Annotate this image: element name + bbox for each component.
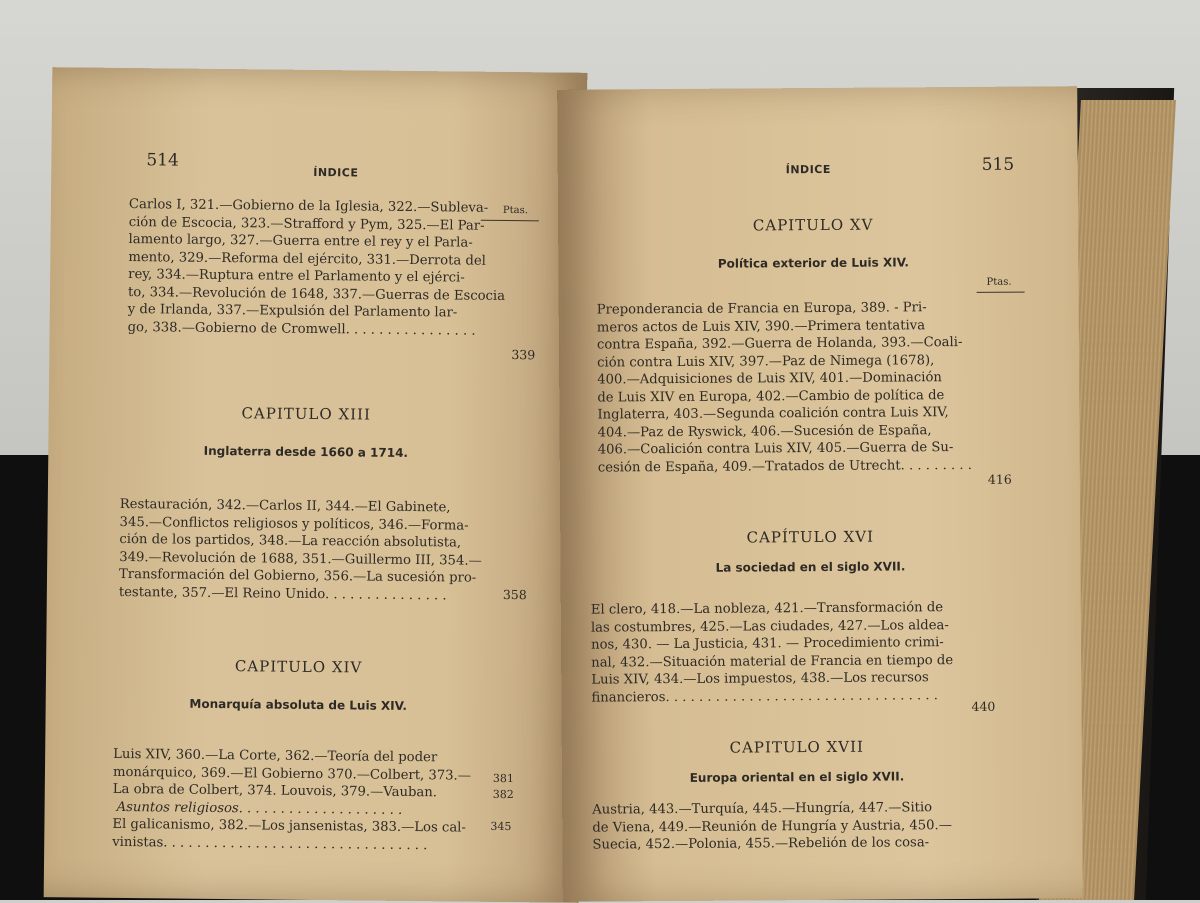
text-line: cesión de España, 409.—Tratados de Utrecht. . . . . . . . . [597, 457, 972, 476]
right-page-number: 515 [981, 154, 1015, 175]
chapter-heading: CAPITULO XVII [729, 737, 865, 757]
text-line: Austria, 443.—Turquía, 445.—Hungría, 447.—Sitio [592, 800, 933, 818]
text-line: El galicanismo, 382.—Los jansenistas, 383.—Los cal- [112, 816, 466, 836]
chapter14-paragraph [112, 746, 483, 855]
chapter-heading: CAPITULO XV [752, 215, 874, 235]
text-line: de Viena, 449.—Reunión de Hungría y Austria, 450.— [592, 817, 952, 836]
text-line: monárquico, 369.—El Gobierno 370.—Colbert, 373.— [112, 764, 472, 784]
text-line: go, 338.—Gobierno de Cromwell. . . . . . . . . . . . . . . . [127, 319, 476, 339]
page-reference: 416 [987, 471, 1012, 487]
page-reference: 382 [492, 787, 514, 802]
text-line: nal, 432.—Situación material de Francia en tiempo de [591, 652, 954, 671]
text-line: testante, 357.—El Reino Unido. . . . . . . . . . . . . . . [118, 584, 447, 603]
text-line: 406.—Coalición contra Luis XIV, 405.—Guerra de Su- [597, 440, 954, 458]
text-line: to, 334.—Revolución de 1648, 337.—Guerras de Escocia [127, 284, 506, 304]
text-line: financieros. . . . . . . . . . . . . . . . . . . . . . . . . . . . . . . . . [591, 687, 939, 706]
chapter15-paragraph [597, 299, 980, 477]
text-line: Luis XIV, 360.—La Corte, 362.—Teoría del poder [113, 746, 438, 766]
text-line: meros actos de Luis XIV, 390.—Primera tentativa [596, 317, 926, 336]
text-line: ción de Escocia, 323.—Strafford y Pym, 325.—El Par- [128, 214, 485, 234]
text-line: contra España, 392.—Guerra de Holanda, 393.—Coali- [596, 335, 963, 353]
right-ptas-label: Ptas. [986, 276, 1012, 288]
text-line: rey, 334.—Ruptura entre el Parlamento y el ejérci- [128, 267, 465, 286]
text-line: 349.—Revolución de 1688, 351.—Guillermo III, 354.— [119, 549, 482, 569]
page-reference: 381 [492, 771, 515, 786]
text-line: La obra de Colbert, 374. Louvois, 379.—Vauban. [112, 781, 438, 801]
text-line: 400.—Adquisiciones de Luis XIV, 401.—Dominación [597, 370, 942, 388]
chapter-heading: CAPITULO XIV [234, 657, 363, 677]
page-reference: 358 [502, 586, 527, 603]
text-line: Carlos I, 321.—Gobierno de la Iglesia, 322.—Subleva- [128, 197, 489, 216]
left-intro-paragraph [128, 196, 507, 340]
right-running-head: ÍNDICE [785, 162, 831, 177]
left-page-number: 514 [146, 150, 179, 171]
text-line: 404.—Paz de Ryswick, 406.—Sucesión de España, [597, 422, 932, 441]
chapter-heading: CAPÍTULO XVI [746, 527, 875, 547]
right-page [557, 86, 1083, 902]
text-line: 345.—Conflictos religiosos y políticos, 346.—Forma- [119, 514, 469, 534]
page-reference: 345 [490, 819, 512, 834]
text-line: ción contra Luis XIV, 397.—Paz de Nimega (1678), [597, 352, 935, 371]
chapter13-paragraph [119, 496, 500, 605]
left-ptas-label: Ptas. [502, 204, 528, 217]
chapter-subtitle: La sociedad en el siglo XVII. [715, 559, 906, 575]
page-reference: 339 [511, 347, 536, 363]
chapter16-paragraph [591, 599, 977, 707]
chapter-heading: CAPITULO XIII [241, 404, 372, 424]
left-page [44, 67, 588, 903]
chapter17-paragraph [592, 799, 972, 854]
text-line: El clero, 418.—La nobleza, 421.—Transformación de [590, 600, 944, 618]
chapter-subtitle: Monarquía absoluta de Luis XIV. [189, 696, 408, 713]
text-line: las costumbres, 425.—Las ciudades, 427.—Los aldea- [590, 617, 949, 636]
text-line: Restauración, 342.—Carlos II, 344.—El Gabinete, [119, 496, 451, 516]
text-line-italic: Asuntos religiosos. . . . . . . . . . . . . . . . . . . . [116, 799, 403, 818]
chapter-subtitle: Europa oriental en el siglo XVII. [689, 769, 905, 785]
text-line: ción de los partidos, 348.—La reacción absolutista, [119, 531, 462, 551]
text-line: Luis XIV, 434.—Los impuestos, 438.—Los recursos [591, 670, 929, 688]
text-line: y de Irlanda, 337.—Expulsión del Parlamento lar- [127, 302, 458, 321]
text-line: Transformación del Gobierno, 356.—La sucesión pro- [118, 566, 477, 586]
text-line: vinistas. . . . . . . . . . . . . . . . . . . . . . . . . . . . . . . . [112, 834, 428, 853]
chapter-subtitle: Inglaterra desde 1660 a 1714. [203, 443, 409, 460]
left-running-head: ÍNDICE [313, 165, 359, 180]
page-reference: 440 [971, 698, 996, 714]
right-ptas-rule [977, 292, 1025, 293]
text-line: de Luis XIV en Europa, 402.—Cambio de política de [597, 387, 945, 406]
text-line: Preponderancia de Francia en Europa, 389. - Pri- [596, 300, 927, 318]
text-line: lamento largo, 327.—Guerra entre el rey y el Parla- [128, 232, 473, 251]
chapter-subtitle: Política exterior de Luis XIV. [717, 255, 910, 271]
text-line: Suecia, 452.—Polonia, 455.—Rebelión de los cosa- [592, 835, 930, 853]
text-line: Inglaterra, 403.—Segunda coalición contra Luis XIV, [597, 405, 949, 423]
text-line: nos, 430. — La Justicia, 431. — Procedimiento crimi- [590, 635, 944, 653]
text-line: mento, 329.—Reforma del ejército, 331.—Derrota del [128, 249, 487, 269]
